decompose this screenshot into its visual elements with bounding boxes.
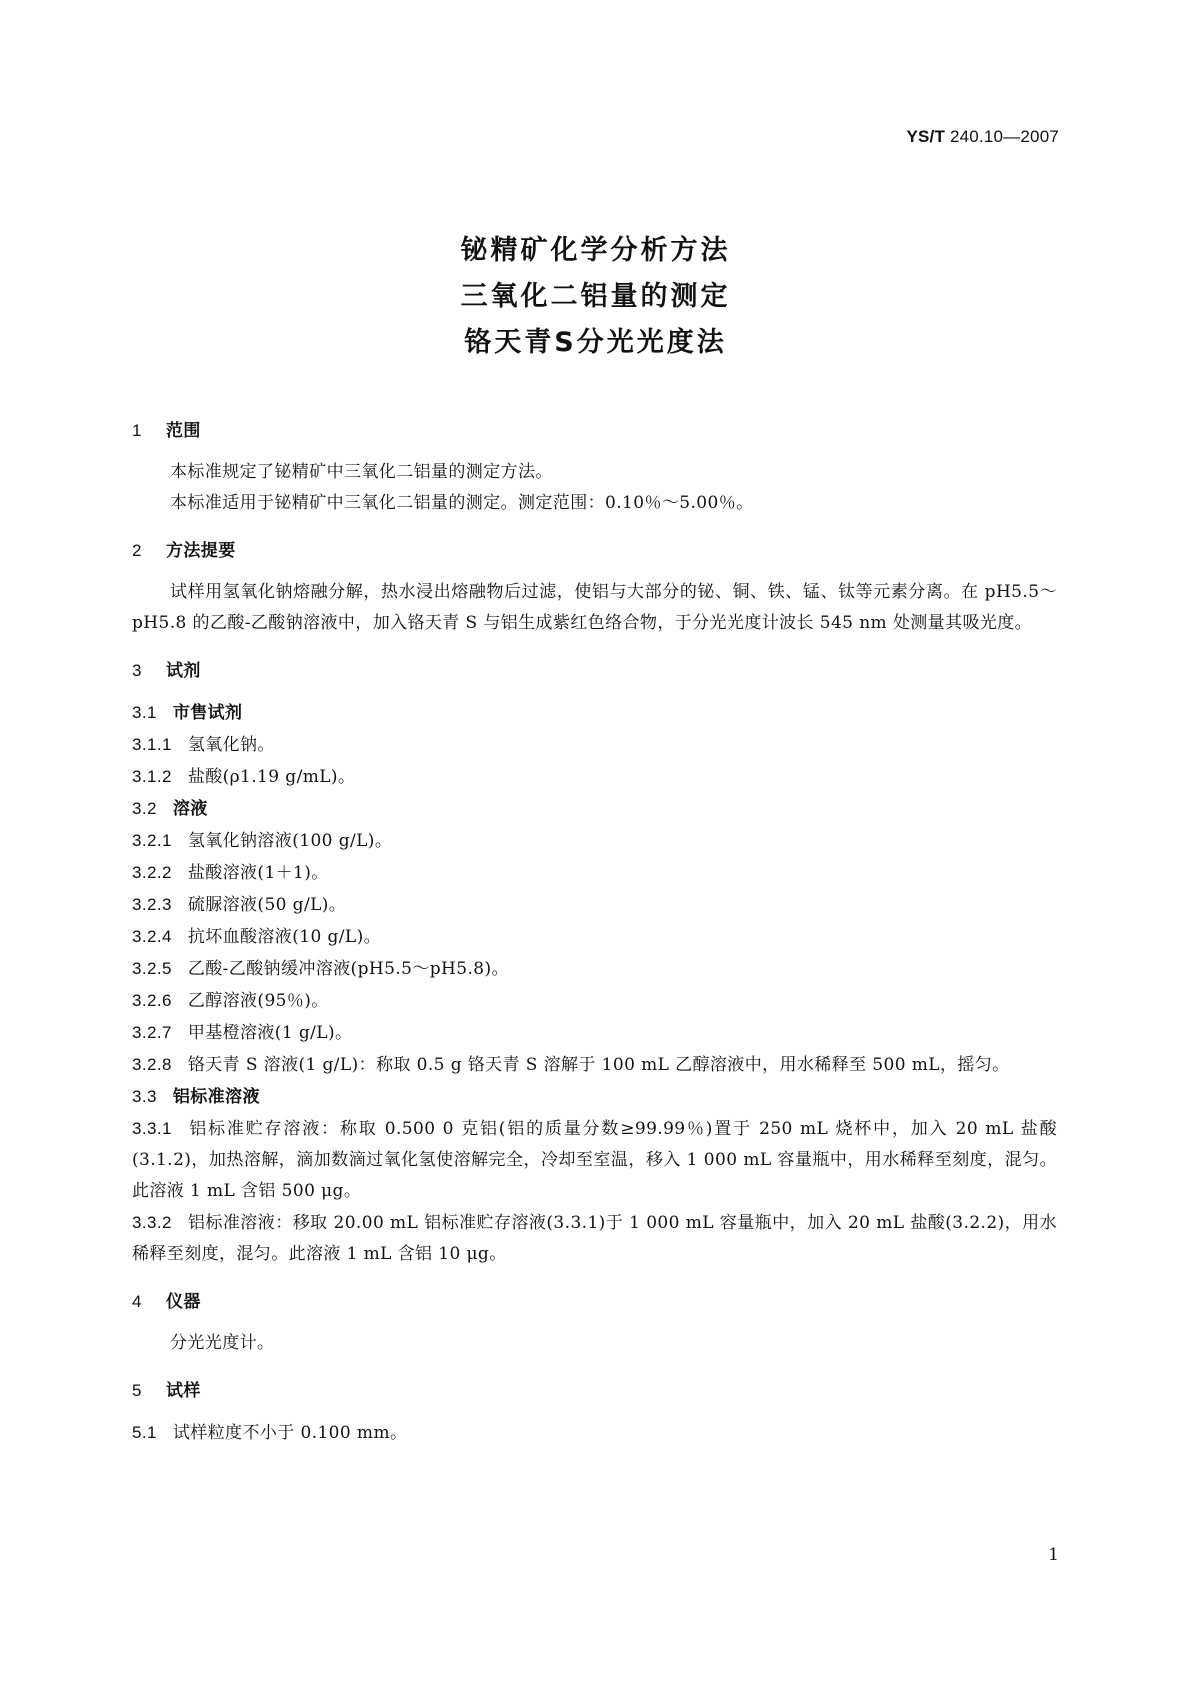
list-item [132,729,1057,761]
page-number: 1 [1048,1545,1059,1565]
list-item [132,1113,1057,1207]
section-title: 范围 [166,421,201,441]
section-number: 5 [132,1381,142,1400]
standard-code [906,127,1059,147]
item-number: 3.1.2 [132,767,172,786]
section-title: 试剂 [166,661,201,681]
item-text: 甲基橙溶液(1 g/L)。 [187,1023,353,1043]
section-heading-scope [132,415,1057,447]
standard-prefix: YS/T [906,127,946,146]
item-text: 抗坏血酸溶液(10 g/L)。 [187,927,382,947]
item-text: 盐酸(ρ1.19 g/mL)。 [187,767,356,787]
item-text: 乙酸-乙酸钠缓冲溶液(pH5.5～pH5.8)。 [187,959,509,979]
item-number: 3.2.8 [132,1055,172,1074]
item-text: 试样粒度不小于 0.100 mm。 [172,1423,408,1443]
item-number: 3.2.6 [132,991,172,1010]
item-number: 3.1.1 [132,735,172,754]
title-line-2: 三氧化二铝量的测定 [460,281,731,312]
document-body [132,415,1057,1449]
section-heading-principle [132,535,1057,567]
subsection-title: 市售试剂 [172,703,243,723]
list-item [132,921,1057,953]
subsection-number: 3.3 [132,1087,157,1106]
item-number: 3.3.1 [132,1119,172,1138]
item-number: 3.2.7 [132,1023,172,1042]
section-heading-apparatus [132,1286,1057,1318]
paragraph: 分光光度计。 [170,1333,275,1353]
title-line-3: 铬天青S分光光度法 [464,327,727,358]
item-number: 3.2.1 [132,831,172,850]
section-title: 试样 [166,1381,201,1401]
list-item [132,985,1057,1017]
item-text: 铝标准溶液：移取 20.00 mL 铝标准贮存溶液(3.3.1)于 1 000 mL 容量瓶中，加入 20 mL 盐酸(3.2.2)，用水稀释至刻度，混匀。此溶液 1 mL 含铝 10 μg。 [132,1213,1057,1264]
subsection-number: 3.1 [132,703,157,722]
section-number: 4 [132,1292,142,1311]
list-item [132,1049,1057,1081]
section-heading-sample [132,1375,1057,1407]
item-text: 铝标准贮存溶液：称取 0.500 0 克铝(铝的质量分数≥99.99％)置于 250 mL 烧杯中，加入 20 mL 盐酸(3.1.2)，加热溶解，滴加数滴过氧化氢使溶解完全，冷却至室温，移入 1 000 mL 容量瓶中，用水稀释至刻度，混匀。此溶液 1 mL 含铝 500 μg。 [132,1119,1057,1201]
list-item [132,889,1057,921]
section-number: 2 [132,541,142,560]
list-item [132,1207,1057,1270]
section-number: 3 [132,661,142,680]
section-title: 仪器 [166,1292,201,1312]
section-number: 1 [132,421,142,440]
list-item [132,857,1057,889]
paragraph: 本标准规定了铋精矿中三氧化二铝量的测定方法。 [170,462,553,482]
list-item [132,953,1057,985]
item-number: 3.2.3 [132,895,172,914]
title-line-1: 铋精矿化学分析方法 [460,235,731,266]
item-number: 3.3.2 [132,1213,172,1232]
subsection-number: 3.2 [132,799,157,818]
document-title [0,228,1191,366]
subsection-title: 铝标准溶液 [172,1087,260,1107]
item-text: 铬天青 S 溶液(1 g/L)：称取 0.5 g 铬天青 S 溶解于 100 mL 乙醇溶液中，用水稀释至 500 mL，摇匀。 [187,1055,1010,1075]
standard-number: 240.10—2007 [949,127,1059,146]
item-number: 3.2.4 [132,927,172,946]
section-title: 方法提要 [166,541,236,561]
item-text: 氢氧化钠溶液(100 g/L)。 [187,831,393,851]
item-text: 盐酸溶液(1＋1)。 [187,863,329,883]
list-item [132,761,1057,793]
section-heading-reagents [132,655,1057,687]
item-text: 硫脲溶液(50 g/L)。 [187,895,347,915]
list-item [132,825,1057,857]
subsection-heading [132,793,1057,825]
list-item [132,1017,1057,1049]
item-text: 乙醇溶液(95％)。 [187,991,329,1011]
item-number: 5.1 [132,1423,157,1442]
item-number: 3.2.5 [132,959,172,978]
subsection-title: 溶液 [172,799,208,819]
item-text: 氢氧化钠。 [187,735,275,755]
item-number: 3.2.2 [132,863,172,882]
subsection-heading [132,1081,1057,1113]
paragraph: 试样用氢氧化钠熔融分解，热水浸出熔融物后过滤，使铝与大部分的铋、铜、铁、锰、钛等元素分离。在 pH5.5～pH5.8 的乙酸-乙酸钠溶液中，加入铬天青 S 与铝生成紫红色络合物，于分光光度计波长 545 nm 处测量其吸光度。 [132,582,1057,633]
subsection-heading [132,697,1057,729]
paragraph: 本标准适用于铋精矿中三氧化二铝量的测定。测定范围：0.10％～5.00％。 [170,493,754,513]
list-item [132,1417,1057,1449]
